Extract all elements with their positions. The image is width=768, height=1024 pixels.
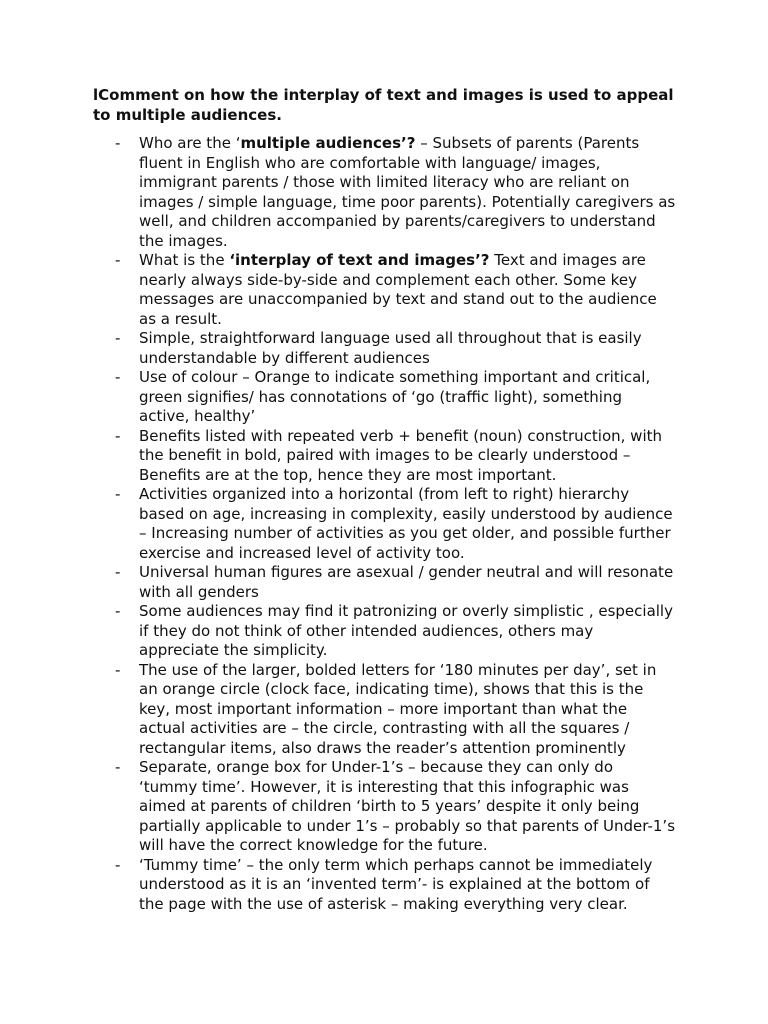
bullet-dash: - <box>115 855 121 874</box>
list-item-text: Universal human figures are asexual / gender neutral and will resonate with all genders <box>139 563 674 601</box>
bullet-dash: - <box>115 485 121 503</box>
list-item <box>0 602 676 661</box>
list-item <box>0 856 676 915</box>
list-item-text-continued: – Subsets of parents (Parents fluent in English who are comfortable with language/ images, immigrant parents / those with limited literacy who are reliant on images / simple language, time poor parents). Potentially caregivers as well, and children accompanied by parents/caregivers to understand the images. <box>139 134 676 250</box>
bullet-dash: - <box>115 251 121 269</box>
bullet-dash: - <box>115 758 121 776</box>
list-item-text: Separate, orange box for Under-1’s – because they can only do ‘tummy time’. However, it is interesting that this infographic was aimed at parents of children ‘birth to 5 years’ despite it only being partially applicable to under 1’s – probably so that parents of Under-1’s will have the correct knowledge for the future. <box>139 758 676 854</box>
list-item-text: Some audiences may find it patronizing or overly simplistic , especially if they do not think of other intended audiences, others may appreciate the simplicity. <box>139 602 673 659</box>
bullet-dash: - <box>115 134 121 152</box>
list-item <box>0 563 676 602</box>
list-item-text-continued: Text and images are nearly always side-by-side and complement each other. Some key messages are unaccompanied by text and stand out to the audience as a result. <box>139 251 657 328</box>
list-item-text: Activities organized into a horizontal (from left to right) hierarchy based on age, increasing in complexity, easily understood by audience – Increasing number of activities as you get older, and possible further exercise and increased level of activity too. <box>139 485 673 562</box>
list-item-text: Who are the ‘ <box>139 134 241 152</box>
list-item-text: Use of colour – Orange to indicate something important and critical, green signifies/ has connotations of ‘go (traffic light), something active, healthy’ <box>139 368 651 425</box>
document-heading: lComment on how the interplay of text and images is used to appeal to multiple audiences. <box>93 86 674 124</box>
list-item-bold-term: multiple audiences’? <box>240 134 416 152</box>
list-item <box>0 251 676 329</box>
bullet-dash: - <box>115 329 121 347</box>
list-item <box>0 758 676 856</box>
bullet-dash: - <box>115 660 121 679</box>
list-item-bold-term: ‘interplay of text and images’? <box>229 251 490 269</box>
bullet-dash: - <box>115 426 121 445</box>
list-item <box>0 427 676 486</box>
list-item-text: What is the <box>139 251 230 269</box>
list-item <box>0 329 676 368</box>
bullet-dash: - <box>115 368 121 386</box>
list-item <box>0 134 676 251</box>
list-item-text: The use of the larger, bolded letters for ‘180 minutes per day’, set in an orange circle (clock face, indicating time), shows that this is the key, most important information – more important than what the actual activities are – the circle, contrasting with all the squares / rectangular items, also draws the reader’s attention prominently <box>139 660 657 757</box>
bullet-list <box>0 134 768 914</box>
list-item <box>0 485 676 563</box>
list-item-text: Benefits listed with repeated verb + benefit (noun) construction, with the benefit in bold, paired with images to be clearly understood – Benefits are at the top, hence they are most important. <box>139 426 663 484</box>
list-item <box>0 661 676 759</box>
list-item-text: ‘Tummy time’ – the only term which perhaps cannot be immediately understood as it is an ‘invented term’- is explained at the bottom of the page with the use of asterisk – making everything very clear. <box>139 855 653 913</box>
list-item-text: Simple, straightforward language used all throughout that is easily understandable by different audiences <box>139 329 642 367</box>
bullet-dash: - <box>115 563 121 581</box>
bullet-dash: - <box>115 602 121 620</box>
list-item <box>0 368 676 427</box>
